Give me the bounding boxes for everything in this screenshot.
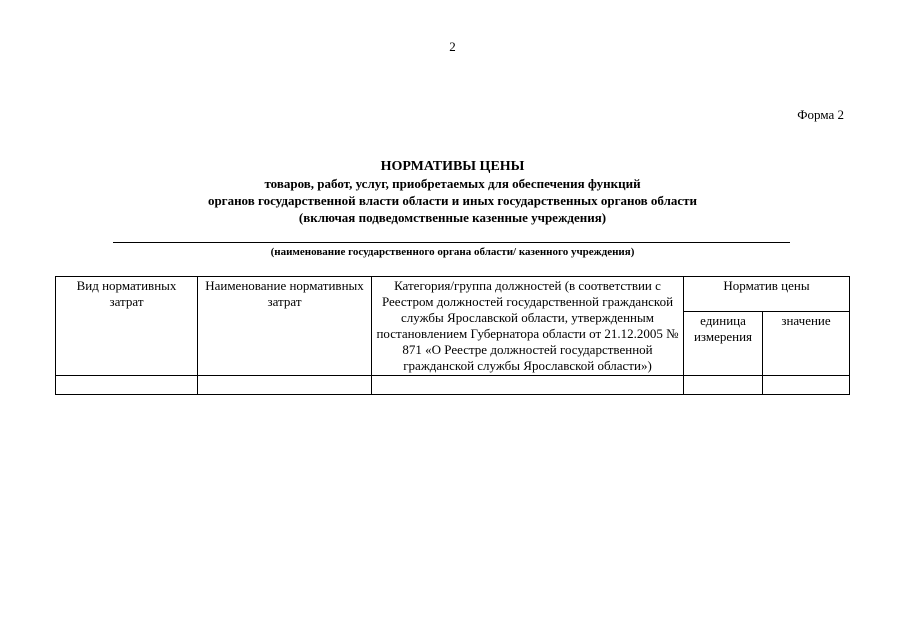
- table-cell: [56, 376, 198, 395]
- title-block: [0, 158, 905, 226]
- header-cost-type: Вид нормативных затрат: [56, 277, 198, 376]
- header-unit: единица измерения: [684, 311, 763, 375]
- header-position-category: Категория/группа должностей (в соответствии с Реестром должностей государственной гражданской службы Ярославской области, утвержденным постановлением Губернатора области от 21.12.2005 № 871 «О Реестре должностей государственной гражданской службы Ярославской области»): [372, 277, 684, 376]
- title-line-3: (включая подведомственные казенные учреждения): [298, 210, 607, 225]
- document-title: НОРМАТИВЫ ЦЕНЫ: [380, 159, 525, 174]
- header-price-norm: Норматив цены: [684, 277, 850, 312]
- table-cell: [372, 376, 684, 395]
- header-value: значение: [763, 311, 850, 375]
- organization-name-line: [113, 242, 790, 243]
- header-cost-name: Наименование нормативных затрат: [198, 277, 372, 376]
- title-line-2: органов государственной власти области и иных государственных органов области: [207, 193, 698, 208]
- table-cell: [684, 376, 763, 395]
- organization-name-caption: (наименование государственного органа области/ казенного учреждения): [270, 246, 635, 258]
- table-cell: [763, 376, 850, 395]
- title-line-1: товаров, работ, услуг, приобретаемых для обеспечения функций: [264, 176, 641, 191]
- table-header-row: [56, 277, 850, 312]
- form-label: Форма 2: [797, 107, 844, 122]
- table-row: [56, 376, 850, 395]
- norms-table: [55, 276, 850, 395]
- table-cell: [198, 376, 372, 395]
- page-number: 2: [449, 39, 456, 54]
